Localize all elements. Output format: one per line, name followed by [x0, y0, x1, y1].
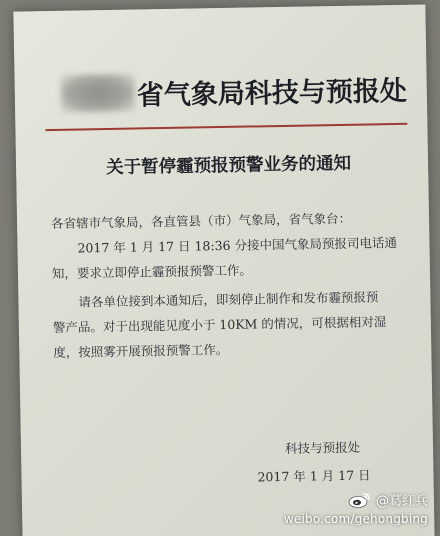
document-header [60, 67, 407, 115]
paragraph-line: 请各单位接到本通知后，即刻停止制作和发布霾预报预 [78, 289, 379, 310]
red-divider-line [45, 123, 407, 131]
weibo-handle: @葛红兵 [375, 494, 428, 509]
weibo-logo-icon [348, 492, 372, 508]
redacted-blur [60, 74, 135, 113]
document-paper [13, 4, 434, 536]
weibo-watermark [284, 490, 428, 526]
paragraph-line: 2017 年 1 月 17 日 18:36 分接中国气象局预报司电话通 [77, 234, 398, 256]
paragraph-line: 知，要求立即停止霾预报预警工作。 [51, 262, 253, 282]
notice-body [51, 205, 416, 365]
notice-title: 关于暂停霾预报预警业务的通知 [105, 153, 352, 179]
header-org-name: 省气象局科技与预报处 [136, 75, 408, 111]
signature-block [257, 433, 371, 491]
signature-date: 2017 年 1 月 17 日 [257, 467, 371, 485]
paragraph-line: 警产品。对于出现能见度小于 10KM 的情况，可根据相对湿 [52, 314, 387, 335]
salutation-line: 各省辖市气象局，各直管县（市）气象局，省气象台： [50, 210, 352, 232]
weibo-url: weibo.com/gehongbing [283, 512, 428, 526]
paragraph-line: 度，按照雾开展预报预警工作。 [53, 341, 229, 360]
signature-org: 科技与预报处 [284, 439, 361, 456]
